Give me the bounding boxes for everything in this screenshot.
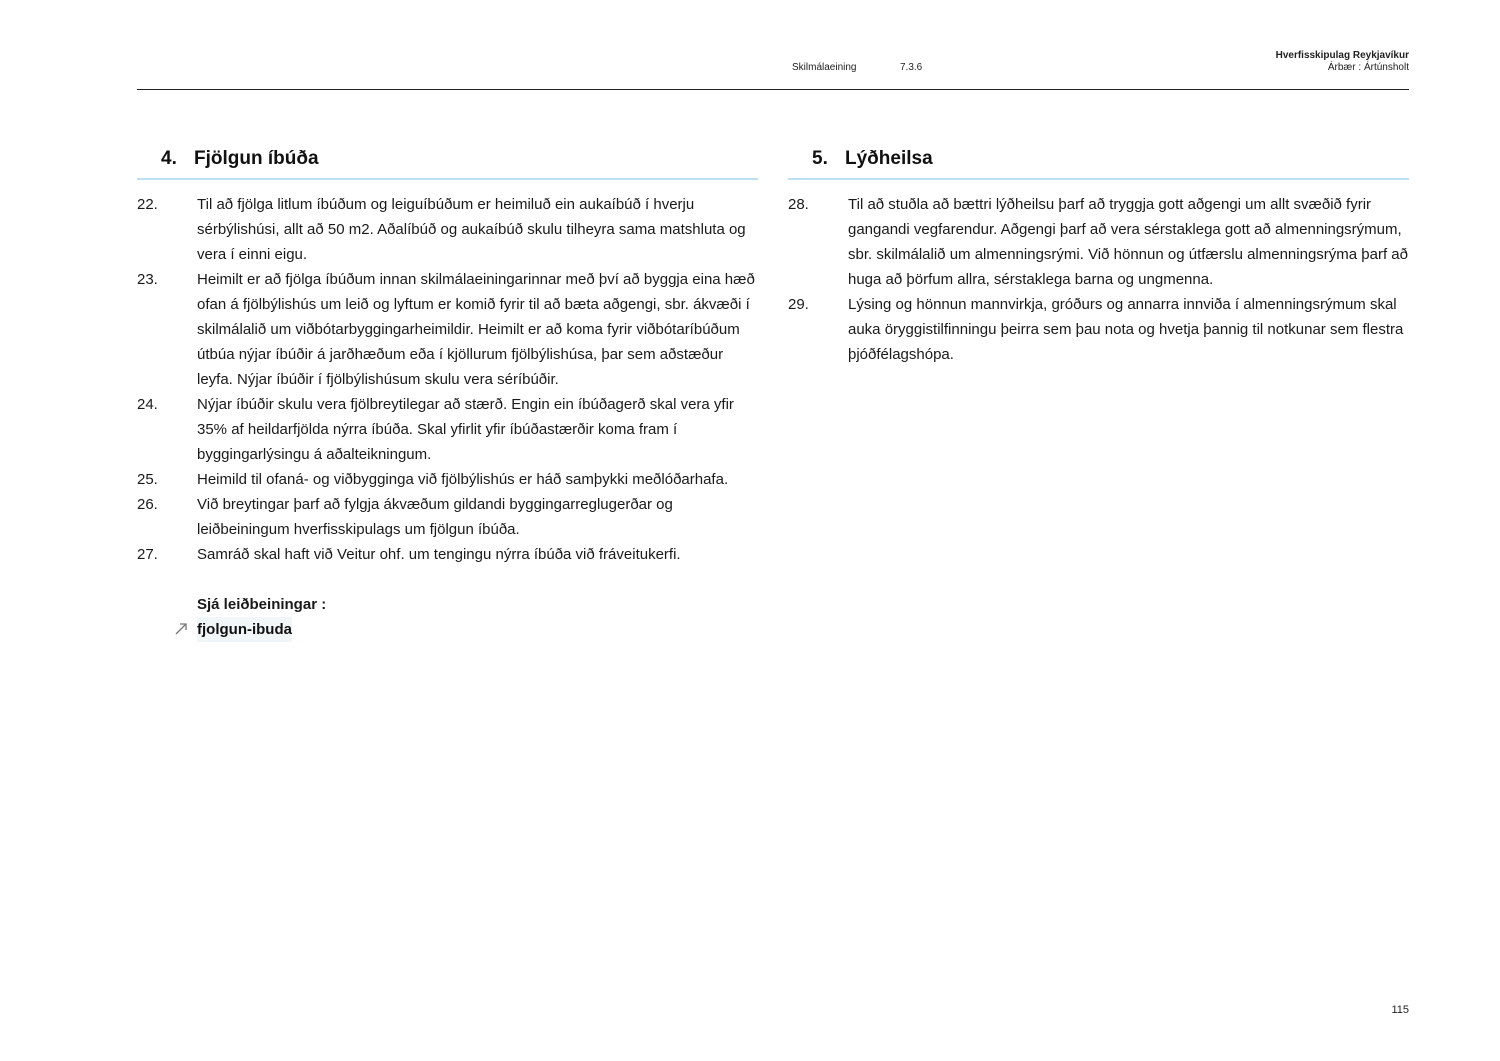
item-text: Til að stuðla að bættri lýðheilsu þarf að tryggja gott aðgengi um allt svæðið fyrir gangandi vegfarendur. Aðgengi þarf að vera sérstaklega gott að almenningsrýmum, sbr. skilmálalið um almenningsrými. Við hönnun og útfærslu almenningsrýma þarf að huga að þörfum allra, sérstaklega barna og ungmenna. (848, 196, 1408, 288)
item-text: Nýjar íbúðir skulu vera fjölbreytilegar að stærð. Engin ein íbúðagerð skal vera yfir 35% af heildarfjölda nýrra íbúða. Skal yfirlit yfir íbúðastærðir koma fram í byggingarlýsingu á aðalteikningum. (197, 396, 734, 463)
section-lydheilsa (788, 140, 1409, 367)
list-item (137, 267, 758, 392)
section-heading (788, 140, 1409, 178)
item-text: Heimilt er að fjölga íbúðum innan skilmálaeiningarinnar með því að byggja eina hæð ofan á fjölbýlishús um leið og lyftum er komið fyrir til að bæta aðgengi, sbr. ákvæði í skilmálalið um viðbótarbyggingarheimildir. Heimilt er að koma fyrir viðbótaríbúðum útbúa nýjar íbúðir á jarðhæðum eða í kjöllurum fjölbýlishúsa, þar sem aðstæður leyfa. Nýjar íbúðir í fjölbýlishúsum skulu vera séríbúðir. (197, 271, 755, 388)
item-text: Við breytingar þarf að fylgja ákvæðum gildandi byggingarreglugerðar og leiðbeiningum hverfisskipulags um fjölgun íbúða. (197, 496, 673, 538)
section-heading-number: 5. (812, 148, 828, 169)
list-item (788, 192, 1409, 292)
section-divider (788, 178, 1409, 180)
list-item (137, 192, 758, 267)
guidelines-label: Sjá leiðbeiningar : (197, 596, 327, 613)
item-text: Lýsing og hönnun mannvirkja, gróðurs og annarra innviða í almenningsrýmum skal auka öryggistilfinningu þeirra sem þau nota og hvetja þannig til notkunar sem flestra þjóðfélagshópa. (848, 296, 1404, 363)
item-number: 23. (137, 271, 158, 288)
arrow-up-right-icon (173, 617, 191, 642)
list-item (137, 392, 758, 467)
document-subtitle: Árbær : Ártúnsholt (1327, 62, 1409, 73)
page-number: 115 (1391, 1004, 1409, 1016)
header-document-title (1276, 50, 1409, 74)
item-number: 29. (788, 296, 809, 313)
item-text: Til að fjölga litlum íbúðum og leiguíbúðum er heimiluð ein aukaíbúð í hverju sérbýlishúsi, allt að 50 m2. Aðalíbúð og aukaíbúð skulu tilheyra sama matshluta og vera í einni eigu. (197, 196, 746, 263)
list-item (137, 542, 758, 567)
item-number: 27. (137, 546, 158, 563)
list-item (788, 292, 1409, 367)
item-text: Heimild til ofaná- og viðbygginga við fjölbýlishús er háð samþykki meðlóðarhafa. (197, 471, 729, 488)
section-divider (137, 178, 758, 180)
section-fjolgun-ibuda (137, 140, 758, 642)
document-title: Hverfisskipulag Reykjavíkur (1275, 50, 1409, 61)
item-number: 24. (137, 396, 158, 413)
item-number: 26. (137, 496, 158, 513)
header-section-number: 7.3.6 (900, 62, 923, 73)
item-number: 22. (137, 196, 158, 213)
guidelines-block (137, 592, 758, 642)
item-text: Samráð skal haft við Veitur ohf. um tengingu nýrra íbúða við fráveitukerfi. (197, 546, 681, 563)
section-heading-text: Lýðheilsa (845, 148, 933, 169)
section-heading-text: Fjölgun íbúða (194, 148, 319, 169)
section-heading (137, 140, 758, 178)
header-divider (137, 89, 1409, 90)
section-heading-number: 4. (161, 148, 177, 169)
list-item (137, 467, 758, 492)
item-number: 28. (788, 196, 809, 213)
guidelines-link[interactable]: fjolgun-ibuda (197, 617, 292, 642)
item-number: 25. (137, 471, 158, 488)
list-item (137, 492, 758, 542)
header-section-label: Skilmálaeining (792, 62, 857, 73)
